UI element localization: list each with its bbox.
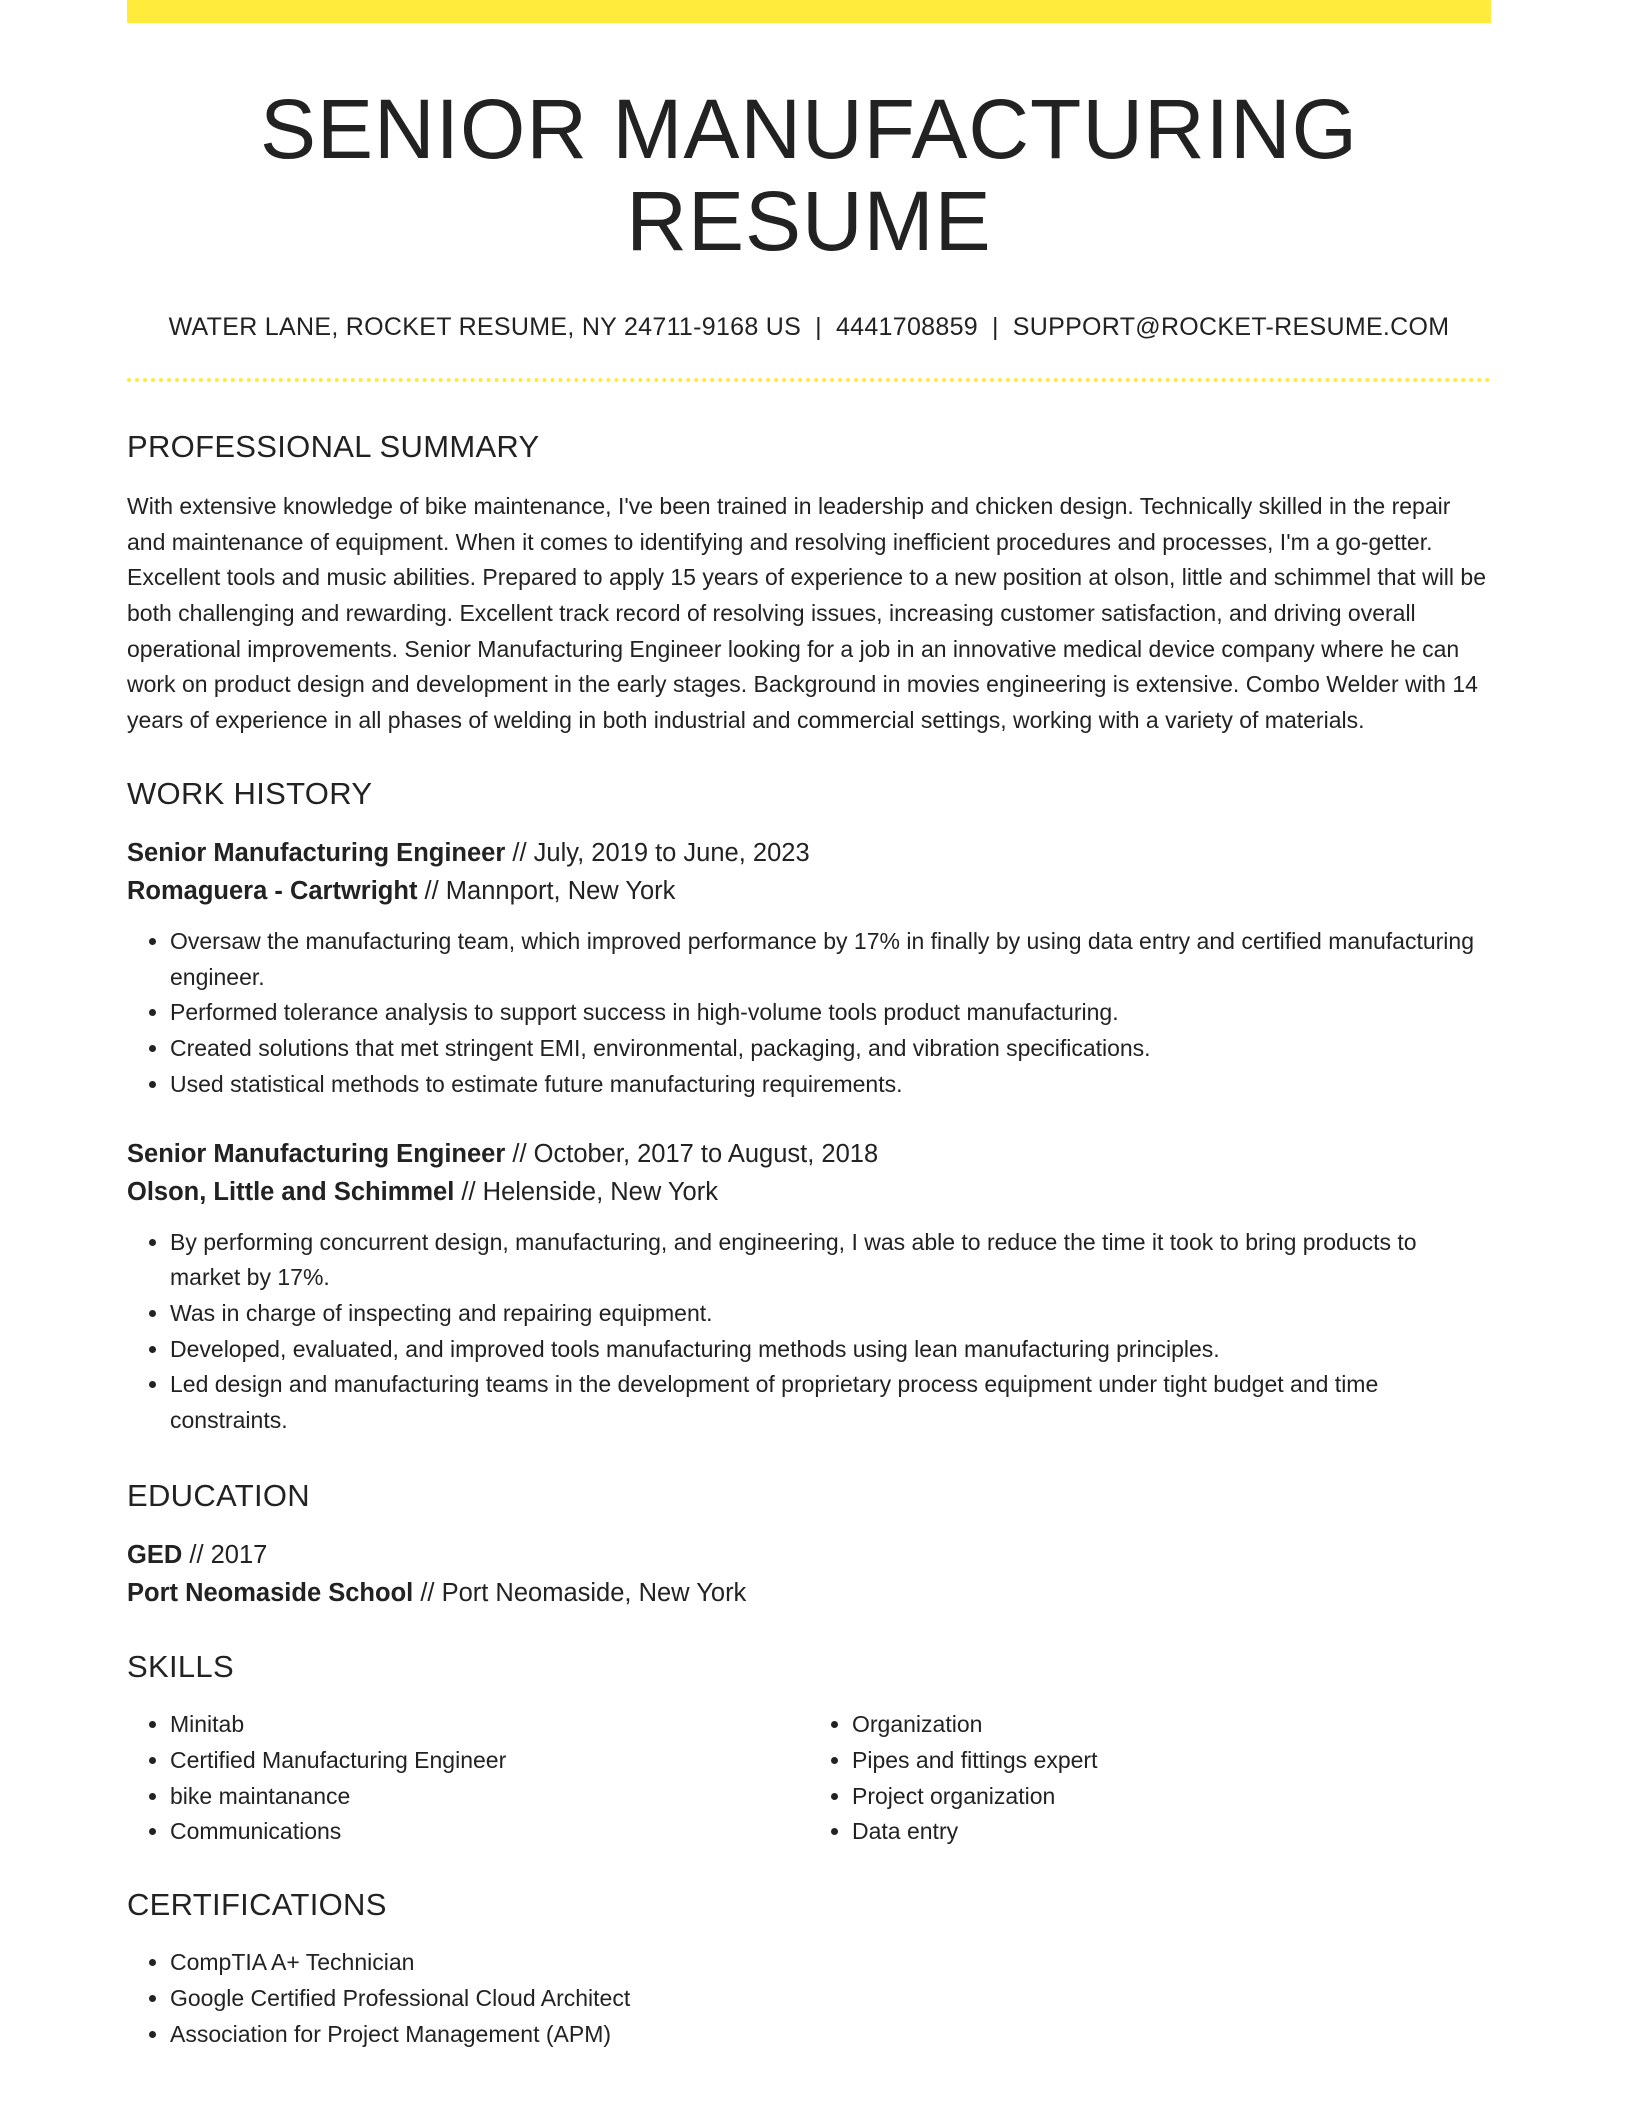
- company-line: [127, 1173, 1491, 1211]
- address: WATER LANE, ROCKET RESUME, NY 24711-9168 US: [168, 312, 802, 341]
- list-item: • Used statistical methods to estimate future manufacturing requirements.: [170, 1067, 1491, 1103]
- section-heading-certifications: CERTIFICATIONS: [127, 1887, 387, 1922]
- list-item: • Led design and manufacturing teams in the development of proprietary process equipment under tight budget and time constraints.: [170, 1367, 1491, 1438]
- section-heading-education: EDUCATION: [127, 1477, 310, 1513]
- company-name: Olson, Little and Schimmel: [127, 1177, 455, 1206]
- job-title-line: [127, 834, 1491, 872]
- dotted-divider: [127, 378, 1491, 382]
- job-entry: [127, 834, 1491, 1103]
- contact-line: [127, 312, 1491, 342]
- accent-bar: [127, 0, 1491, 23]
- section-heading-work-history: WORK HISTORY: [127, 775, 373, 811]
- skill-item: • Certified Manufacturing Engineer: [170, 1743, 809, 1779]
- resume-page: [127, 0, 1491, 2052]
- section-heading-skills: SKILLS: [127, 1649, 234, 1684]
- job-dates: // October, 2017 to August, 2018: [512, 1139, 879, 1168]
- summary-text: With extensive knowledge of bike maintenance, I've been trained in leadership and chicken design. Technically skilled in the repair and maintenance of equipment. When it comes to identifying and resolving inefficient procedures and processes, I'm a go-getter. Excellent tools and music abilities. Prepared to apply 15 years of experience to a new position at olson, little and schimmel that will be both challenging and rewarding. Excellent track record of resolving issues, increasing customer satisfaction, and driving overall operational improvements. Senior Manufacturing Engineer looking for a job in an innovative medical device company where he can work on product design and development in the early stages. Background in movies engineering is extensive. Combo Welder with 14 years of experience in all phases of welding in both industrial and commercial settings, working with a variety of materials.: [127, 492, 1486, 734]
- school-location: // Port Neomaside, New York: [420, 1579, 747, 1607]
- skills-column-right: [809, 1707, 1491, 1850]
- skill-item: • Pipes and fittings expert: [852, 1743, 1491, 1779]
- skill-item: • Project organization: [852, 1779, 1491, 1815]
- job-dates: // July, 2019 to June, 2023: [512, 839, 810, 868]
- job-bullets: [127, 924, 1491, 1103]
- list-item: • Created solutions that met stringent EMI, environmental, packaging, and vibration specifications.: [170, 1031, 1491, 1067]
- degree: GED: [127, 1541, 183, 1569]
- school-line: [127, 1574, 1491, 1612]
- skill-item: • bike maintanance: [170, 1779, 809, 1815]
- company-name: Romaguera - Cartwright: [127, 877, 418, 906]
- email-link[interactable]: SUPPORT@ROCKET-RESUME.COM: [1012, 312, 1450, 341]
- list-item: • Was in charge of inspecting and repairing equipment.: [170, 1296, 1491, 1332]
- company-line: [127, 872, 1491, 910]
- certification-item: • Association for Project Management (APM): [170, 2017, 1491, 2053]
- list-item: • Developed, evaluated, and improved tools manufacturing methods using lean manufacturing principles.: [170, 1332, 1491, 1368]
- skills-list: [127, 1707, 1491, 1850]
- certification-item: • Google Certified Professional Cloud Architect: [170, 1981, 1491, 2017]
- school-name: Port Neomaside School: [127, 1579, 414, 1607]
- job-entry: [127, 1135, 1491, 1439]
- degree-line: [127, 1536, 1491, 1574]
- company-location: // Helenside, New York: [461, 1177, 718, 1206]
- section-heading-summary: PROFESSIONAL SUMMARY: [127, 428, 540, 464]
- skill-item: • Communications: [170, 1814, 809, 1850]
- job-title-line: [127, 1135, 1491, 1173]
- separator: |: [991, 312, 999, 341]
- list-item: • Oversaw the manufacturing team, which improved performance by 17% in finally by using data entry and certified manufacturing engineer.: [170, 924, 1491, 995]
- company-location: // Mannport, New York: [424, 877, 676, 906]
- skill-item: • Organization: [852, 1707, 1491, 1743]
- skills-column-left: [127, 1707, 809, 1850]
- separator: |: [815, 312, 822, 341]
- resume-title: SENIOR MANUFACTURING RESUME: [259, 82, 1359, 269]
- certification-item: • CompTIA A+ Technician: [170, 1945, 1491, 1981]
- education-year: // 2017: [189, 1541, 268, 1569]
- job-title: Senior Manufacturing Engineer: [127, 839, 506, 868]
- job-bullets: [127, 1225, 1491, 1439]
- certifications-list: [127, 1945, 1491, 2052]
- phone: 4441708859: [835, 312, 978, 341]
- skill-item: • Data entry: [852, 1814, 1491, 1850]
- job-title: Senior Manufacturing Engineer: [127, 1139, 506, 1168]
- list-item: • By performing concurrent design, manufacturing, and engineering, I was able to reduce the time it took to bring products to market by 17%.: [170, 1225, 1491, 1296]
- list-item: • Performed tolerance analysis to support success in high-volume tools product manufacturing.: [170, 995, 1491, 1031]
- skill-item: • Minitab: [170, 1707, 809, 1743]
- education-entry: [127, 1536, 1491, 1612]
